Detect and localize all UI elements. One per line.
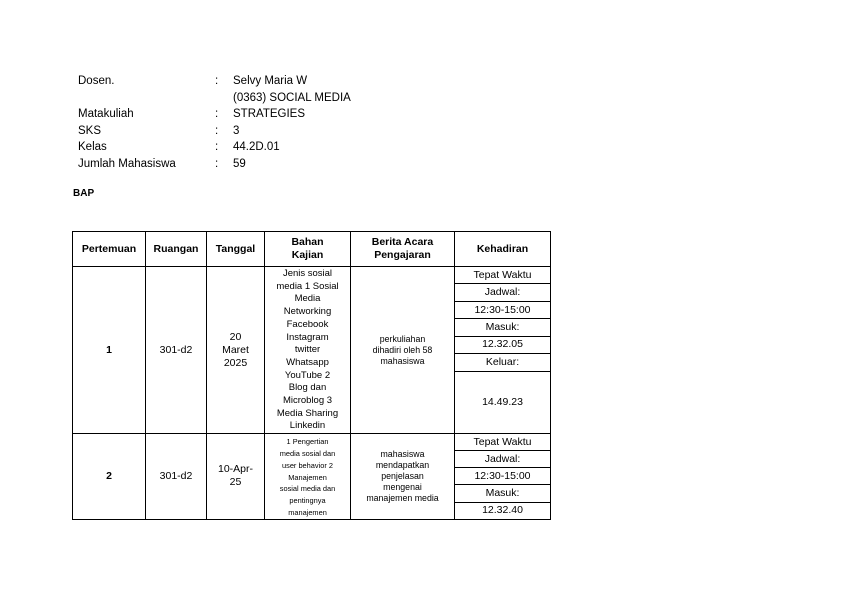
bahan-line: media 1 Sosial (276, 280, 339, 292)
cell-pertemuan: 1 (73, 267, 146, 434)
info-label: Matakuliah (78, 108, 134, 120)
berita-line: mengenai (383, 481, 422, 492)
bahan-line: Networking (283, 306, 332, 318)
kehadiran-jadwal: 12:30-15:00 (455, 301, 551, 318)
header-bahan-kajian (265, 232, 351, 267)
header-pertemuan: Pertemuan (73, 232, 146, 267)
header-kehadiran: Kehadiran (455, 232, 551, 267)
info-label: Dosen. (78, 75, 115, 87)
tanggal-line: 2025 (223, 356, 248, 369)
berita-line: dihadiri oleh 58 (372, 344, 433, 355)
info-value: 44.2D.01 (233, 141, 280, 153)
cell-berita-acara (351, 267, 455, 434)
cell-ruangan: 301-d2 (146, 434, 207, 520)
tanggal-line: Maret (222, 343, 249, 356)
cell-tanggal (207, 267, 265, 434)
bahan-line: Media (294, 293, 321, 305)
bahan-line: 1 Pengertian (286, 437, 329, 447)
bahan-line: Media Sharing (276, 407, 339, 419)
tanggal-line: 10-Apr- (217, 463, 253, 476)
info-value: 3 (233, 124, 240, 137)
header-berita-acara (351, 232, 455, 267)
kehadiran-keluar: 14.49.23 (455, 371, 551, 434)
bahan-line: pentingnya (289, 496, 326, 506)
info-label: Kelas (78, 141, 107, 153)
bahan-line: Whatsapp (286, 356, 329, 368)
tanggal-line: 20 (229, 330, 242, 343)
kehadiran-jadwal-label: Jadwal: (455, 284, 551, 301)
tanggal-line: 25 (229, 476, 242, 489)
bahan-line: manajemen (288, 507, 327, 517)
info-value: STRATEGIES (233, 108, 305, 120)
bahan-line: Blog dan (288, 382, 327, 394)
bahan-line: Linkedin (289, 420, 326, 432)
berita-line: mahasiswa (380, 355, 425, 366)
info-value: 59 (233, 157, 246, 170)
berita-line: mendapatkan (375, 459, 430, 470)
info-label: SKS (78, 124, 102, 137)
info-colon: : (215, 157, 219, 170)
cell-bahan-kajian (265, 267, 351, 434)
cell-berita-acara (351, 434, 455, 520)
kehadiran-masuk: 12.32.05 (455, 336, 551, 353)
header-berita-line: Berita Acara (371, 236, 434, 248)
info-label: Jumlah Mahasiswa (78, 157, 176, 170)
bahan-line: Jenis sosial (282, 268, 333, 279)
table-row (73, 434, 551, 451)
kehadiran-masuk-label: Masuk: (455, 485, 551, 502)
bahan-line: Manajemen (288, 472, 327, 482)
cell-pertemuan: 2 (73, 434, 146, 520)
info-colon: : (215, 124, 219, 137)
section-title: BAP (73, 188, 95, 199)
info-colon: : (215, 75, 219, 87)
info-value: Selvy Maria W (233, 75, 308, 87)
info-colon: : (215, 141, 219, 153)
kehadiran-masuk-label: Masuk: (455, 319, 551, 336)
header-berita-line: Pengajaran (374, 249, 431, 261)
header-bahan-line: Kajian (291, 249, 324, 261)
bahan-line: Facebook (286, 318, 329, 330)
kehadiran-masuk: 12.32.40 (455, 502, 551, 519)
bahan-line: Instagram (286, 331, 329, 343)
kehadiran-status: Tepat Waktu (455, 434, 551, 451)
info-value: (0363) SOCIAL MEDIA (233, 91, 351, 104)
bahan-line: media sosial dan (279, 448, 336, 458)
kehadiran-keluar-label: Keluar: (455, 354, 551, 371)
bahan-line: sosial media dan (279, 484, 336, 494)
kehadiran-status: Tepat Waktu (455, 267, 551, 284)
header-bahan-line: Bahan (291, 236, 324, 248)
cell-tanggal (207, 434, 265, 520)
table-header-row (73, 232, 551, 267)
header-ruangan: Ruangan (146, 232, 207, 267)
berita-line: mahasiswa (380, 448, 425, 459)
header-tanggal: Tanggal (207, 232, 265, 267)
berita-line: manajemen media (366, 492, 439, 503)
berita-line: penjelasan (381, 470, 424, 481)
bahan-line: Microblog 3 (282, 395, 333, 407)
bahan-line: user behavior 2 (282, 460, 333, 470)
bahan-line: YouTube 2 (284, 369, 331, 381)
bap-table (72, 231, 551, 520)
info-colon: : (215, 108, 219, 120)
berita-line: perkuliahan (379, 333, 426, 344)
cell-ruangan: 301-d2 (146, 267, 207, 434)
cell-bahan-kajian (265, 434, 351, 520)
bahan-line: twitter (294, 344, 321, 356)
kehadiran-jadwal: 12:30-15:00 (455, 468, 551, 485)
table-row (73, 267, 551, 284)
kehadiran-jadwal-label: Jadwal: (455, 451, 551, 468)
